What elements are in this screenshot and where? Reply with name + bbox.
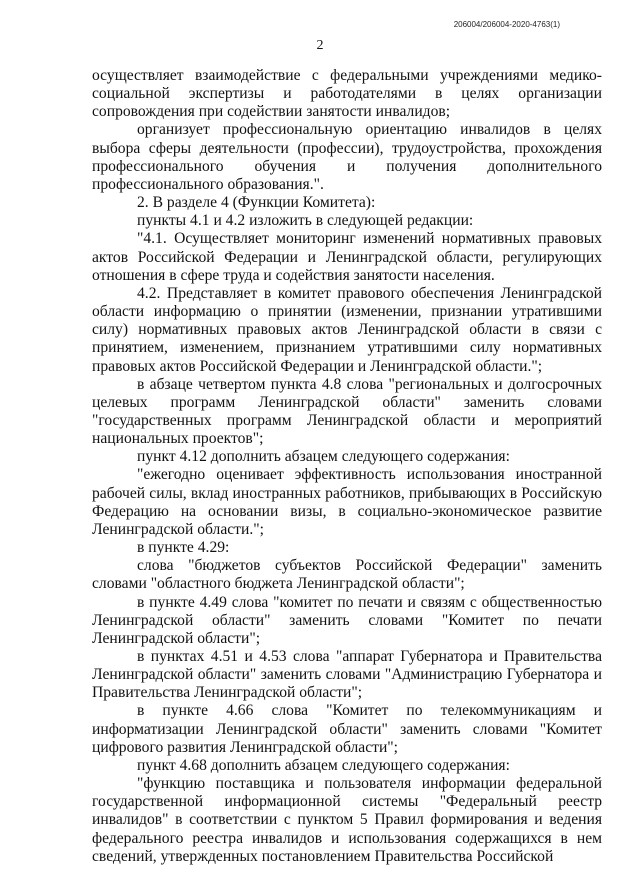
- paragraph: 4.2. Представляет в комитет правового обеспечения Ленинградской области информацию о принятии (изменении, признании утратившими силу) нормативных правовых актов Ленинградской области в связи с принятием, изменением, признанием утратившими силу нормативных правовых актов Российской Федерации и Ленинградской области.";: [92, 284, 602, 375]
- paragraph: осуществляет взаимодействие с федеральными учреждениями медико-социальной экспертизы и работодателями в целях организации сопровождения при содействии занятости инвалидов;: [92, 67, 602, 121]
- page-number: 2: [316, 38, 324, 53]
- paragraph: "4.1. Осуществляет мониторинг изменений нормативных правовых актов Российской Федерации и Ленинградской области, регулирующих отношения в сфере труда и содействия занятости населения.: [92, 230, 602, 284]
- paragraph: организует профессиональную ориентацию инвалидов в целях выбора сферы деятельности (профессии), трудоустройства, прохождения профессионального обучения и получения дополнительного профессионального образования.".: [92, 121, 602, 193]
- paragraph: в пунктах 4.51 и 4.53 слова "аппарат Губернатора и Правительства Ленинградской области" заменить словами "Администрацию Губернатора и Правительства Ленинградской области";: [92, 648, 602, 702]
- paragraph: в абзаце четвертом пункта 4.8 слова "региональных и долгосрочных целевых программ Ленинградской области" заменить словами "государственных программ Ленинградской области и мероприятий национальных проектов";: [92, 375, 602, 448]
- paragraph: 2. В разделе 4 (Функции Комитета):: [137, 194, 376, 212]
- paragraph: "функцию поставщика и пользователя информации федеральной государственной информационной системы "Федеральный реестр инвалидов" в соответствии с пунктом 5 Правил формирования и ведения федерального реестра инвалидов и использования содержащихся в нем сведений, утвержденных постановлением Правительства Российской: [92, 775, 602, 865]
- paragraph: в пункте 4.66 слова "Комитет по телекоммуникациям и информатизации Ленинградской области" заменить словами "Комитет цифрового развития Ленинградской области";: [92, 702, 602, 756]
- paragraph: в пункте 4.29:: [137, 539, 230, 557]
- paragraph: слова "бюджетов субъектов Российской Федерации" заменить словами "областного бюджета Ленинградской области";: [92, 557, 602, 593]
- document-id: 206004/206004-2020-4763(1): [453, 20, 560, 29]
- paragraph: пункт 4.12 дополнить абзацем следующего содержания:: [137, 448, 510, 466]
- paragraph: в пункте 4.49 слова "комитет по печати и связям с общественностью Ленинградской области" заменить словами "Комитет по печати Ленинградской области";: [92, 593, 602, 647]
- paragraph: "ежегодно оценивает эффективность использования иностранной рабочей силы, вклад иностранных работников, прибывающих в Российскую Федерацию на основании визы, в социально-экономическое развитие Ленинградской области.";: [92, 466, 602, 538]
- paragraph: пункт 4.68 дополнить абзацем следующего содержания:: [137, 756, 510, 774]
- paragraph: пункты 4.1 и 4.2 изложить в следующей редакции:: [137, 212, 474, 230]
- document-body: [92, 67, 602, 866]
